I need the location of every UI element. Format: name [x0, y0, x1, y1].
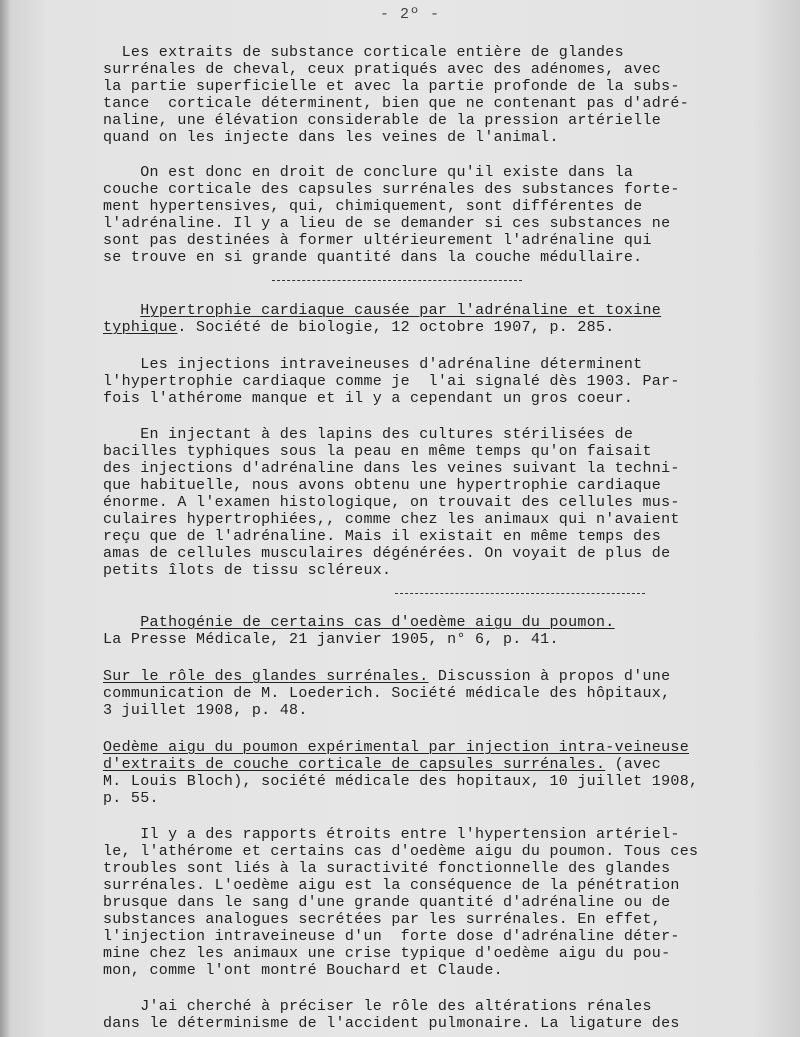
section-separator: [395, 593, 645, 594]
text-line: communication de M. Loederich. Société médicale des hôpitaux,: [103, 685, 671, 702]
text-line: surrénales. L'oedème aigu est la conséquence de la pénétration: [103, 877, 680, 894]
text-line: d'extraits de couche corticale de capsules surrénales. (avec: [103, 756, 662, 773]
text-line: fois l'athérome manque et il y a cependant un gros coeur.: [103, 390, 634, 407]
text-line: petits îlots de tissu scléreux.: [103, 562, 392, 579]
text-line: bacilles typhiques sous la peau en même temps qu'on faisait: [103, 443, 652, 460]
text-line: J'ai cherché à préciser le rôle des altérations rénales: [103, 998, 652, 1015]
text-line: En injectant à des lapins des cultures stérilisées de: [103, 426, 634, 443]
text-line: surrénales de cheval, ceux pratiqués avec des adénomes, avec: [103, 61, 662, 78]
underlined-title: typhique: [103, 319, 178, 336]
text-line: M. Louis Bloch), société médicale des hopitaux, 10 juillet 1908,: [103, 773, 699, 790]
text-line: culaires hypertrophiées,, comme chez les animaux qui n'avaient: [103, 511, 680, 528]
text-line: ment hypertensives, qui, chimiquement, sont différentes de: [103, 198, 643, 215]
section-separator: [272, 280, 522, 281]
underlined-title: Pathogénie de certains cas d'oedème aigu du poumon.: [140, 614, 615, 631]
text-line: l'hypertrophie cardiaque comme je l'ai signalé dès 1903. Par-: [103, 373, 680, 390]
text-line: tance corticale déterminent, bien que ne contenant pas d'adré-: [103, 95, 689, 112]
text-line: brusque dans le sang d'une grande quantité d'adrénaline ou de: [103, 894, 671, 911]
underlined-title: d'extraits de couche corticale de capsules surrénales.: [103, 756, 606, 773]
text-line: Les extraits de substance corticale entière de glandes: [103, 44, 624, 61]
text-line: énorme. A l'examen histologique, on trouvait des cellules mus-: [103, 494, 680, 511]
text-line: [103, 739, 689, 756]
text-line: l'adrénaline. Il y a lieu de se demander si ces substances ne: [103, 215, 671, 232]
text-line: substances analogues secrétées par les surrénales. En effet,: [103, 911, 662, 928]
text-line: Les injections intraveineuses d'adrénaline déterminent: [103, 356, 643, 373]
text-line: p. 55.: [103, 790, 159, 807]
text-line: des injections d'adrénaline dans les veines suivant la techni-: [103, 460, 680, 477]
text-line: naline, une élévation considerable de la pression artérielle: [103, 112, 662, 129]
text-line: mon, comme l'ont montré Bouchard et Claude.: [103, 962, 503, 979]
text-line: La Presse Médicale, 21 janvier 1905, n° 6, p. 41.: [103, 631, 559, 648]
underlined-title: Sur le rôle des glandes surrénales.: [103, 668, 429, 685]
text-line: la partie superficielle et avec la partie profonde de la subs-: [103, 78, 680, 95]
text-line: quand on les injecte dans les veines de l'animal.: [103, 129, 559, 146]
page-number: - 2º -: [380, 6, 441, 23]
text-line: typhique. Société de biologie, 12 octobre 1907, p. 285.: [103, 319, 615, 336]
text-line: Il y a des rapports étroits entre l'hypertension artériel-: [103, 826, 680, 843]
text-line: l'injection intraveineuse d'un forte dose d'adrénaline déter-: [103, 928, 680, 945]
underlined-title: Hypertrophie cardiaque causée par l'adrénaline et toxine: [140, 302, 662, 319]
text-line: On est donc en droit de conclure qu'il existe dans la: [103, 164, 634, 181]
text-line: [103, 302, 661, 319]
text-line: couche corticale des capsules surrénales des substances forte-: [103, 181, 680, 198]
text-line: Sur le rôle des glandes surrénales. Discussion à propos d'une: [103, 668, 671, 685]
text-line: amas de cellules musculaires dégénérées. On voyait de plus de: [103, 545, 671, 562]
text-line: reçu que de l'adrénaline. Mais il existait en même temps des: [103, 528, 662, 545]
text-line: mine chez les animaux une crise typique d'oedème aigu du pou-: [103, 945, 671, 962]
text-line: sont pas destinées à former ultérieurement l'adrénaline qui: [103, 232, 652, 249]
text-line: 3 juillet 1908, p. 48.: [103, 702, 308, 719]
text-line: troubles sont liés à la suractivité fonctionnelle des glandes: [103, 860, 671, 877]
text-line: dans le déterminisme de l'accident pulmonaire. La ligature des: [103, 1015, 680, 1032]
text-line: le, l'athérome et certains cas d'oedème aigu du poumon. Tous ces: [103, 843, 699, 860]
underlined-title: Oedème aigu du poumon expérimental par injection intra-veineuse: [103, 739, 689, 756]
text-line: [103, 614, 615, 631]
text-line: se trouve en si grande quantité dans la couche médullaire.: [103, 249, 643, 266]
text-line: que habituelle, nous avons obtenu une hypertrophie cardiaque: [103, 477, 662, 494]
